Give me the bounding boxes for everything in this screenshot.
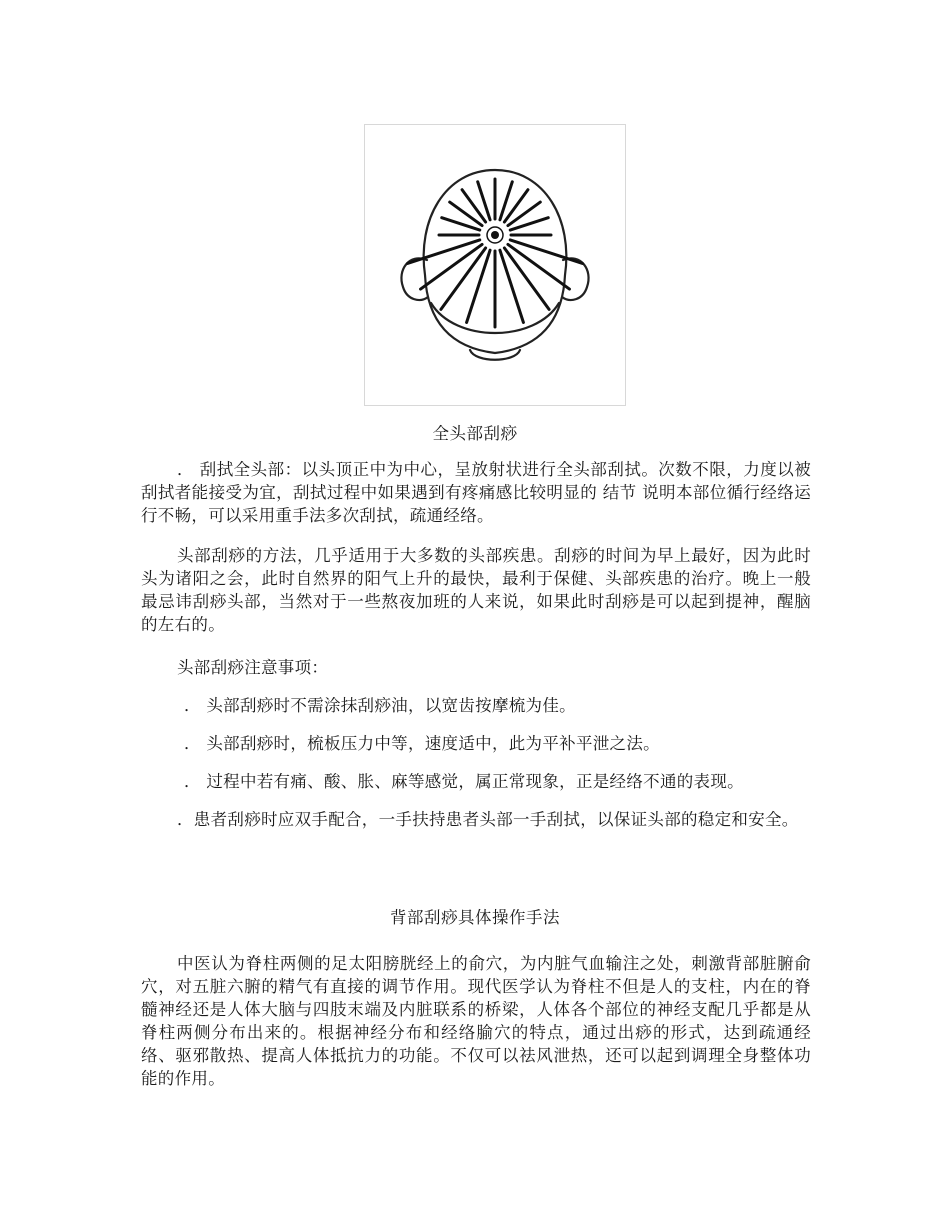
note-item: ．患者刮痧时应双手配合，一手扶持患者头部一手刮拭，以保证头部的稳定和安全。 xyxy=(177,810,799,829)
scraping-stroke xyxy=(510,240,582,263)
scraping-stroke xyxy=(500,250,523,322)
scraping-stroke xyxy=(408,240,480,263)
neck-line xyxy=(470,350,520,360)
figure-caption: 全头部刮痧 xyxy=(432,424,518,443)
paragraph-back-scraping: 中医认为脊柱两侧的足太阳膀胱经上的俞穴，为内脏气血输注之处，刺激背部脏腑俞穴，对五脏六腑的精气有直接的调节作用。现代医学认为脊柱不但是人的支柱，内在的脊髓神经还是人体大脑与四肢末端及内脏联系的桥梁，人体各个部位的神经支配几乎都是从脊柱两侧分布出来的。根据神经分布和经络腧穴的特点，通过出痧的形式，达到疏通经络、驱邪散热、提高人体抵抗力的功能。不仅可以祛风泄热，还可以起到调理全身整体功能的作用。 xyxy=(141,954,811,1088)
notes-heading: 头部刮痧注意事项： xyxy=(177,658,329,677)
scraping-stroke xyxy=(467,250,490,322)
section-title: 背部刮痧具体操作手法 xyxy=(390,908,560,927)
crown-center-point xyxy=(491,231,499,239)
note-item: ． 头部刮痧时，梳板压力中等，速度适中，此为平补平泄之法。 xyxy=(184,734,660,753)
paragraph-head-scraping-method: 头部刮痧的方法，几乎适用于大多数的头部疾患。刮痧的时间为早上最好，因为此时头为诸阳之会，此时自然界的阳气上升的最快，最利于保健、头部疾患的治疗。晚上一般最忌讳刮痧头部，当然对于一些熬夜加班的人来说，如果此时刮痧是可以起到提神，醒脑的左右的。 xyxy=(141,546,811,634)
head-scraping-illustration xyxy=(364,124,626,406)
note-item: ． 过程中若有痛、酸、胀、麻等感觉，属正常现象，正是经络不通的表现。 xyxy=(184,772,744,791)
paragraph-full-head-scraping: ． 刮拭全头部：以头顶正中为中心，呈放射状进行全头部刮拭。次数不限，力度以被刮拭者能接受为宜，刮拭过程中如果遇到有疼痛感比较明显的 结节 说明本部位循行经络运行不畅，可以采用重手法多次刮拭，疏通经络。 xyxy=(141,460,811,525)
note-item: ． 头部刮痧时不需涂抹刮痧油，以宽齿按摩梳为佳。 xyxy=(184,696,576,715)
